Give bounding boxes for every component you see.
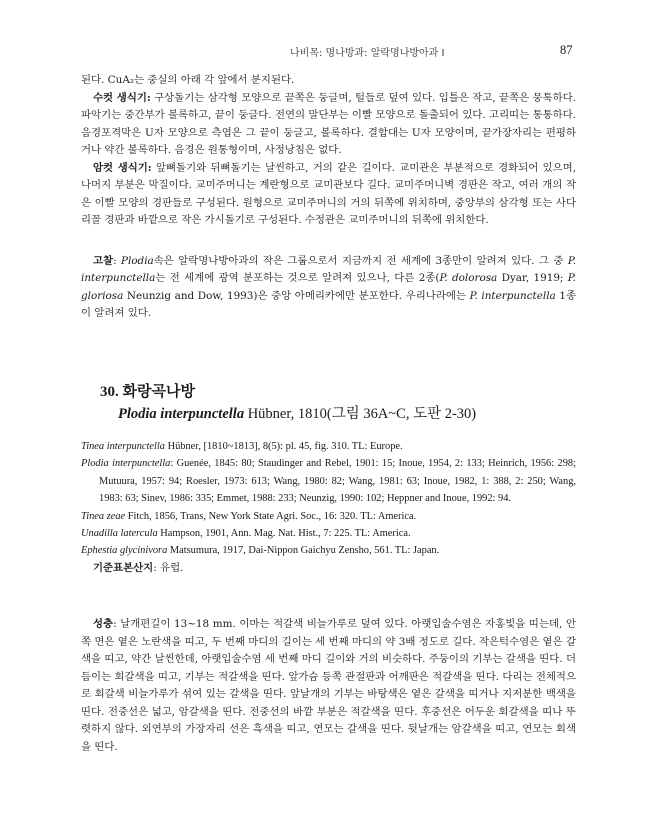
male-genitalia-label: 수컷 생식기:: [93, 91, 151, 104]
synonym-name: Tinea interpunctella: [81, 441, 165, 452]
synonym-name: Unadilla latercula: [81, 528, 158, 540]
species-heading: [100, 380, 476, 424]
female-genitalia-paragraph: [81, 160, 576, 230]
species-author: Hübner, 1810: [244, 406, 327, 422]
synonym-entry: [81, 455, 576, 507]
remark-species: P. gloriosa: [81, 272, 576, 302]
synonym-entry: [81, 508, 576, 525]
female-genitalia-text: 앞뼈돌기와 뒤뼈돌기는 날씬하고, 거의 같은 길이다. 교미관은 부분적으로 경화되어 있으며, 나머지 부분은 막질이다. 교미주머니는 계란형으로 교미관보다 길다. 교미주머니벽 경판은 작고, 여러 개의 작은 이빨 모양의 경판들로 구성된다. 원형으로 교미주머니의 거의 뒤쪽에 위치하며, 중앙부의 삼각형 또는 사다리꼴 경판과 바깥으로 작은 가시돌기로 구성된다. 수정관은 교미주머니의 뒤쪽에 위치한다.: [81, 161, 577, 226]
type-locality-text: : 유럽.: [153, 561, 184, 574]
page-header: [0, 44, 652, 60]
synonym-entry: [81, 542, 576, 559]
remark-text: :: [113, 254, 121, 267]
remark-text: Dyar, 1919;: [497, 272, 568, 284]
species-scientific-name: Plodia interpunctella: [118, 406, 245, 422]
synonym-name: Tinea zeae: [81, 510, 126, 522]
remark-text: 1종이 알려져 있다.: [81, 289, 576, 319]
adult-description: [81, 616, 576, 756]
type-locality-line: [81, 560, 576, 577]
remark-text: 는 전 세계에 광역 분포하는 것으로 알려져 있으나, 다른 2종(: [155, 272, 440, 284]
remark-paragraph: [81, 253, 576, 323]
intro-line: 된다. CuA₂는 중실의 아래 각 앞에서 분지된다.: [81, 74, 295, 86]
synonym-citation: Hübner, [1810~1813], 8(5): pl. 45, fig. 310. TL: Europe.: [164, 441, 403, 452]
species-scientific-name-line: [118, 402, 476, 424]
synonym-name: Plodia interpunctella: [81, 458, 171, 470]
figure-reference: (그림 36A~C, 도판 2-30): [326, 406, 477, 422]
synonym-citation: Matsumura, 1917, Dai-Nippon Gaichyu Zensho, 561. TL: Japan.: [167, 545, 440, 557]
adult-text: : 날개편길이 13~18 mm. 이마는 적갈색 비늘가루로 덮여 있다. 아랫입술수염은 자홍빛을 띠는데, 안쪽 면은 옅은 노란색을 띠고, 두 번째 마디의 길이는 세 번째 마디의 약 3배 정도로 길다. 작은턱수염은 옅은 갈색을 띠고, 약간 날씬한데, 아랫입술수염 세 번째 마디 길이와 거의 비슷하다. 주둥이의 기부는 갈색을 띤다. 더듬이는 회갈색을 띠고, 기부는 적갈색을 띤다. 앞가슴 등쪽 관절판과 어깨판은 적갈색을 띤다. 다리는 전체적으로 회갈색 비늘가루가 섞여 있는 갈색을 띤다. 앞날개의 기부는 바탕색은 옅은 갈색을 띠거나 지저분한 백색을 띤다. 전중선은 넓고, 암갈색을 띤다. 전중선의 바깥 부분은 적갈색을 띤다. 후중선은 어두운 회갈색을 띠나 뚜렷하지 않다. 외연부의 가장자리 선은 흑색을 띠고, 연모는 갈색을 띤다. 뒷날개는 암갈색을 띠고, 연모는 회색을 띤다.: [81, 618, 576, 753]
species-title: 30. 화랑곡나방: [100, 384, 195, 400]
synonym-entry: [81, 438, 576, 455]
remark-text: 속은 알락명나방아과의 작은 그룹으로서 지금까지 전 세계에 3종만이 알려져 있다. 그 중: [153, 254, 568, 267]
remark-species: P. interpunctella: [81, 254, 576, 284]
adult-paragraph: [81, 616, 576, 756]
synonym-entry: [81, 525, 576, 542]
running-title: 나비목: 명나방과: 알락명나방아과 I: [290, 48, 445, 59]
remark-genus: Plodia: [120, 254, 154, 267]
synonym-citation: Fitch, 1856, Trans, New York State Agri. Soc., 16: 320. TL: America.: [125, 510, 417, 522]
synonym-citation: Hampson, 1901, Ann. Mag. Nat. Hist., 7: 225. TL: America.: [157, 528, 411, 540]
male-genitalia-text: 구상돌기는 삼각형 모양으로 끝쪽은 둥글며, 털들로 덮여 있다. 입틀은 작고, 끝쪽은 뭉툭하다. 파악기는 중간부가 볼록하고, 끝이 둥글다. 전연의 말단부는 이빨 모양으로 돌출되어 있다. 고리띠는 통통하다. 음경포격막은 U자 모양으로 측엽은 그 끝이 둥글고, 볼록하다. 결합대는 U자 모양이며, 끝가장자리는 편평하거나 약간 볼록하다. 음경은 원통형이며, 사정낭침은 없다.: [81, 91, 576, 156]
intro-text: [81, 72, 576, 323]
remark-species: P. interpunctella: [469, 289, 556, 302]
remark-text: Neunzig and Dow, 1993)은 중앙 아메리카에만 분포한다. 우리나라에는: [123, 289, 470, 302]
synonym-name: Ephestia glycinivora: [81, 545, 168, 557]
remark-species: P. dolorosa: [439, 272, 498, 284]
remark-label: 고찰: [93, 254, 114, 267]
type-locality-label: 기준표본산지: [93, 561, 154, 574]
adult-label: 성충: [93, 618, 114, 630]
synonym-citation: : Guenée, 1845: 80; Staudinger and Rebel, 1901: 15; Inoue, 1954, 2: 133; Heinrich, 1956: 298; Mutuura, 1957: 94; Roesler, 1973: 613; Wang, 1980: 82; Wang, 1981: 63; Inoue, 1982, 1: 388, 2: 250; Wang, 1983: 63; Sinev, 1986: 335; Emmet, 1988: 233; Neunzig, 1990: 102; Heppner and Inoue, 1992: 94.: [99, 458, 576, 505]
synonym-list: [81, 438, 576, 577]
page-number: 87: [560, 43, 573, 57]
female-genitalia-label: 암컷 생식기:: [93, 161, 152, 174]
male-genitalia-paragraph: [81, 90, 576, 160]
